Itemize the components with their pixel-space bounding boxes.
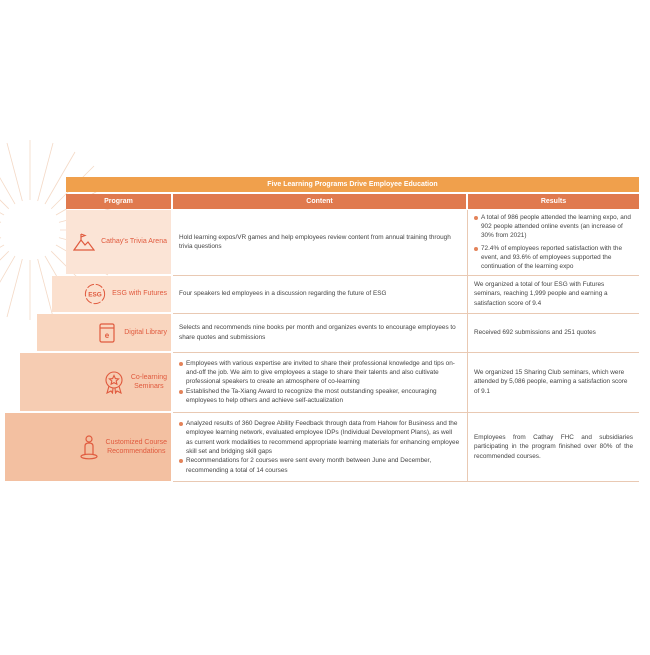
program-label: Digital Library xyxy=(124,328,167,336)
results-cell xyxy=(468,353,639,411)
program-cell-trivia-arena xyxy=(66,210,171,274)
content-bullet: Analyzed results of 360 Degree Ability Feedback through data from Hahow for Business and the employee learning network, evaluated employee IDPs (Individual Development Plans), as well as current work modalities to recommend appropriate learning materials for enhancing employee skill set and bridging skill gaps xyxy=(179,419,460,456)
results-bullet: A total of 986 people attended the learning expo, and 902 people attended online events (an increase of 30% from 2021) xyxy=(474,213,633,241)
program-label-line2: Seminars xyxy=(134,383,164,390)
mountain-flag-icon xyxy=(73,231,95,253)
results-cell xyxy=(468,314,639,351)
award-medal-icon xyxy=(103,371,125,393)
results-text: Employees from Cathay FHC and subsidiaries participating in the program finished over 80% of the recommended courses. xyxy=(474,434,633,460)
header-content: Content xyxy=(173,194,466,209)
header-program: Program xyxy=(66,194,171,209)
program-cell-customized-course xyxy=(5,413,171,481)
content-cell xyxy=(173,314,466,351)
content-text: Four speakers led employees in a discussion regarding the future of ESG xyxy=(179,290,387,298)
program-label-line2: Recommendations xyxy=(107,448,166,455)
content-bullet: Employees with various expertise are invited to share their professional knowledge and tips on-and-off the job. We aim to give employees a stage to share their talents and also cultivate professional speakers to create an atmosphere of co-learning xyxy=(179,359,460,387)
results-text: We organized a total of four ESG with Futures seminars, reaching 1,999 people and earning a satisfaction score of 9.4 xyxy=(474,281,608,307)
content-text: Selects and recommends nine books per month and organizes events to encourage employees to share quotes and submissions xyxy=(179,324,456,341)
content-cell xyxy=(173,210,466,274)
ebook-icon xyxy=(96,322,118,344)
results-cell xyxy=(468,413,639,481)
content-text: Hold learning expos/VR games and help employees review content from annual training through trivia questions xyxy=(179,233,451,250)
program-cell-co-learning xyxy=(20,353,171,411)
content-cell xyxy=(173,353,466,411)
table-title: Five Learning Programs Drive Employee Education xyxy=(66,177,639,192)
results-cell xyxy=(468,210,639,274)
results-bullet: 72.4% of employees reported satisfaction with the event, and 93.6% of employees supported the continuation of the learning expo xyxy=(474,244,633,272)
svg-text:e: e xyxy=(104,330,110,340)
results-text: We organized 15 Sharing Club seminars, which were attended by 5,086 people, earning a satisfaction score of 9.1 xyxy=(474,369,628,395)
svg-text:ESG: ESG xyxy=(88,291,102,299)
content-bullet: Recommendations for 2 courses were sent every month between June and December, recommending a total of 14 courses xyxy=(179,456,460,475)
content-bullet: Established the Ta-Xiang Award to recognize the most outstanding speaker, encouraging employees to help others and achieve self-actualization xyxy=(179,387,460,406)
person-target-icon xyxy=(78,436,100,458)
program-cell-esg-futures xyxy=(52,276,171,312)
esg-circle-icon xyxy=(84,283,106,305)
content-cell xyxy=(173,276,466,312)
header-results: Results xyxy=(468,194,639,209)
program-label: ESG with Futures xyxy=(112,290,167,298)
program-label: Cathay's Trivia Arena xyxy=(101,238,167,246)
program-label-line1: Customized Course xyxy=(105,438,167,446)
results-cell xyxy=(468,276,639,312)
row-divider xyxy=(173,481,639,482)
program-label xyxy=(106,438,167,456)
program-label-line1: Co-learning xyxy=(130,373,167,381)
results-text: Received 692 submissions and 251 quotes xyxy=(474,328,596,336)
content-cell xyxy=(173,413,466,481)
program-cell-digital-library xyxy=(37,314,171,351)
program-label xyxy=(131,373,167,391)
